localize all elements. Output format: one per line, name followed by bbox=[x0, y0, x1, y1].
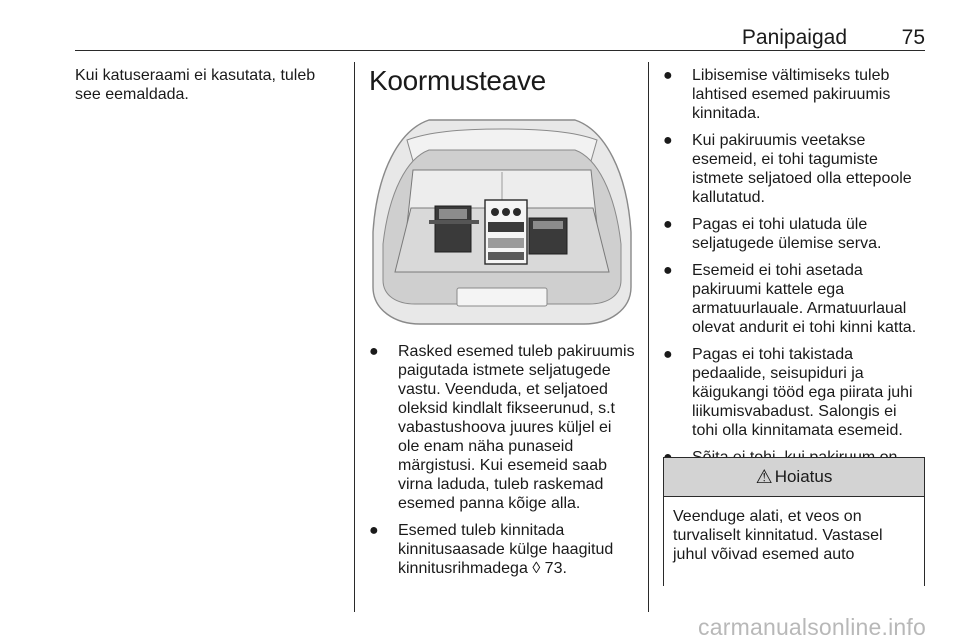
bullet-icon: ● bbox=[663, 216, 673, 233]
bullet-icon: ● bbox=[369, 343, 379, 360]
bullet-icon: ● bbox=[663, 346, 673, 363]
section-heading: Koormusteave bbox=[369, 65, 546, 96]
page-reference-link[interactable]: ◊ 73. bbox=[532, 560, 567, 577]
warning-title: Hoiatus bbox=[774, 467, 833, 486]
warning-box bbox=[663, 457, 925, 586]
cargo-area-illustration bbox=[369, 112, 635, 327]
roof-rack-note: Kui katuseraami ei kasutata, tuleb see eemaldada. bbox=[75, 67, 316, 103]
bullet-icon: ● bbox=[663, 67, 673, 84]
loading-bullets bbox=[369, 342, 635, 586]
right-column bbox=[663, 66, 926, 494]
page-number: 75 bbox=[901, 26, 925, 49]
section-title: Panipaigad bbox=[741, 26, 847, 49]
reference-arrow-icon: ◊ bbox=[532, 560, 541, 577]
warning-triangle-icon: ⚠ bbox=[755, 466, 773, 488]
column-divider-2 bbox=[648, 62, 649, 612]
middle-column bbox=[369, 64, 635, 577]
list-item: ● Rasked esemed tuleb pakiruumis paigutada istmete seljatugede vastu. Veenduda, et seljatoed oleksid kindlalt fikseerunud, s.t vabastushoova juures küljel ei ole enam näha punaseid märgistusi. Kui esemeid saab virna laduda, tuleb raskemad esemed panna kõige alla. bbox=[369, 343, 635, 512]
list-item: ● Esemed tuleb kinnitada kinnitusaasade külge haagitud kinnitusrihmadega ◊ 73. bbox=[369, 522, 614, 577]
list-item: ● Kui pakiruumis veetakse esemeid, ei tohi tagumiste istmete seljatoed olla ettepoole kallutatud. bbox=[663, 132, 912, 206]
column-divider-1 bbox=[354, 62, 355, 612]
list-item: ● Pagas ei tohi takistada pedaalide, seisupiduri ja käigukangi tööd ega piirata juhi liikumisvabadust. Salongis ei tohi olla kinnitamata esemeid. bbox=[663, 346, 913, 439]
bullet-icon: ● bbox=[369, 522, 379, 539]
bullet-icon: ● bbox=[663, 262, 673, 279]
page-header bbox=[75, 24, 925, 51]
list-item: ● Pagas ei tohi ulatuda üle seljatugede ülemise serva. bbox=[663, 216, 882, 252]
watermark: carmanualsonline.info bbox=[698, 614, 926, 640]
list-item: ● Libisemise vältimiseks tuleb lahtised esemed pakiruumis kinnitada. bbox=[663, 67, 891, 122]
list-item: ● Esemeid ei tohi asetada pakiruumi kattele ega armatuurlauale. Armatuurlaual olevat andurit ei tohi kinni katta. bbox=[663, 262, 917, 336]
warning-text: Veenduge alati, et veos on turvaliselt kinnitatud. Vastasel juhul võivad esemed auto bbox=[673, 508, 883, 563]
warning-title-bar bbox=[664, 458, 924, 497]
cargo-rules-bullets bbox=[663, 66, 926, 486]
left-column bbox=[75, 66, 345, 104]
bullet-icon: ● bbox=[663, 132, 673, 149]
